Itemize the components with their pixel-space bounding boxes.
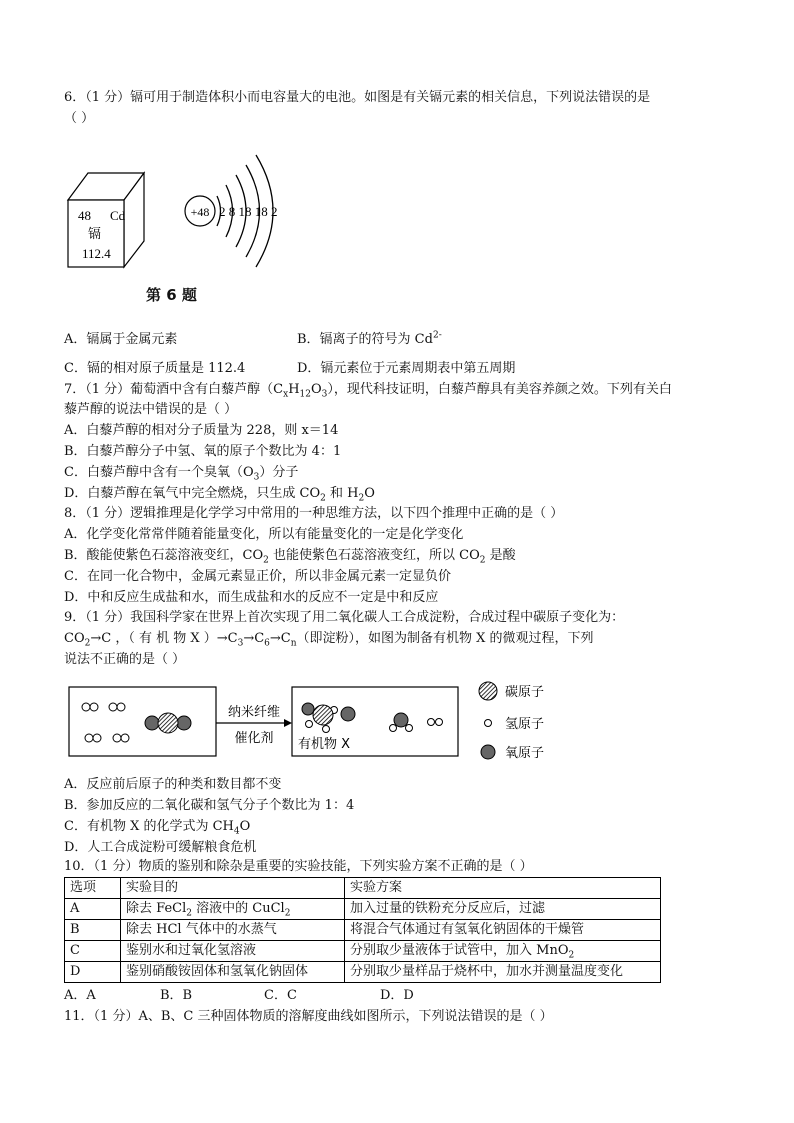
q10-choice-c: C．C (264, 988, 297, 1003)
q7-option-a: A．白藜芦醇的相对分子质量为 228，则 x＝14 (64, 423, 339, 438)
element-number: 48 (78, 208, 91, 223)
nucleus-charge: +48 (190, 205, 210, 219)
table-row: C 鉴别水和过氧化氢溶液 分别取少量液体于试管中，加入 MnO$_2$ (65, 941, 661, 962)
legend-carbon-swatch (479, 682, 497, 700)
legend-hydrogen-swatch (485, 720, 492, 727)
q7-option-b: B．白藜芦醇分子中氢、氧的原子个数比为 4：1 (64, 444, 342, 459)
q10-choice-b: B．B (160, 988, 193, 1003)
q7-option-d: D．白藜芦醇在氧气中完全燃烧，只生成 $CO_2$ 和 $H_2O$ (64, 486, 375, 504)
q10-choice-a: A．A (64, 988, 96, 1003)
q6-option-d: D．镉元素位于元素周期表中第五周期 (297, 361, 516, 376)
cadmium-figure (64, 145, 304, 305)
q6-option-c: C．镉的相对原子质量是 112.4 (64, 361, 246, 376)
q8-option-b: B．酸能使紫色石蕊溶液变红，$CO_2$ 也能使紫色石蕊溶液变红，所以 $CO_2$ 是酸 (64, 548, 516, 566)
table-header-row (65, 878, 661, 899)
header-option: 选项 (65, 878, 121, 899)
q10-choice-d: D．D (380, 988, 414, 1003)
q6-stem-line2: （ ） (64, 111, 95, 126)
table-row: D 鉴别硝酸铵固体和氢氧化钠固体 分别取少量样品于烧杯中，加水并测量温度变化 (65, 962, 661, 983)
element-symbol: Cd (110, 208, 126, 223)
q9-option-b: B．参加反应的二氧化碳和氢气分子个数比为 1：4 (64, 798, 355, 813)
q6-option-a: A．镉属于金属元素 (64, 332, 178, 347)
product-label: 有机物 X (298, 737, 351, 752)
element-name: 镉 (88, 227, 102, 242)
q9-option-a: A．反应前后原子的种类和数目都不变 (64, 777, 282, 792)
q8-stem: 8．（1 分）逻辑推理是化学学习中常用的一种思维方法，以下四个推理中正确的是（ ） (64, 506, 564, 521)
legend-carbon: 碳原子 (505, 685, 545, 700)
q8-option-a: A．化学变化常常伴随着能量变化，所以有能量变化的一定是化学变化 (64, 527, 464, 542)
q11-stem: 11．（1 分）A、B、C 三种固体物质的溶解度曲线如图所示，下列说法错误的是（ ） (64, 1009, 553, 1024)
q10-stem: 10．（1 分）物质的鉴别和除杂是重要的实验技能，下列实验方案不正确的是（ ） (64, 859, 533, 874)
q9-stem-line3: 说法不正确的是（ ） (64, 652, 186, 667)
legend-hydrogen: 氢原子 (505, 717, 545, 732)
legend-oxygen-swatch (481, 745, 495, 759)
q6-stem-line1: 6．（1 分）镉可用于制造体积小而电容量大的电池。如图是有关镉元素的相关信息，下列说法错误的是 (64, 90, 651, 105)
arrow-label-bottom: 催化剂 (234, 731, 274, 746)
electron-shells: 2 8 18 18 2 (219, 204, 278, 219)
reaction-diagram (64, 676, 564, 776)
q9-stem-line1: 9．（1 分）我国科学家在世界上首次实现了用二氧化碳人工合成淀粉，合成过程中碳原子变化为： (64, 610, 625, 625)
q6-figure-caption: 第 6 题 (146, 286, 197, 304)
q6-option-b: B．镉离子的符号为 $Cd^{2-}$ (297, 330, 442, 347)
q8-option-c: C．在同一化合物中，金属元素显正价，所以非金属元素一定显负价 (64, 569, 451, 584)
q9-stem-line2: $CO_2\to C$ ，（ 有 机 物 X ）$\to C_3\to C_6\to C_n$（即淀粉），如图为制备有机物 X 的微观过程，下列 (64, 631, 594, 649)
q8-option-d: D．中和反应生成盐和水，而生成盐和水的反应不一定是中和反应 (64, 590, 439, 605)
table-row: B 除去 HCl 气体中的水蒸气 将混合气体通过有氢氧化钠固体的干燥管 (65, 920, 661, 941)
element-mass: 112.4 (82, 246, 111, 261)
q7-option-c: C．白藜芦醇中含有一个臭氧$(O_3)$分子 (64, 465, 299, 483)
table-row: A 除去 FeCl$_2$ 溶液中的 CuCl$_2$ 加入过量的铁粉充分反应后，过滤 (65, 899, 661, 920)
q9-option-c: C．有机物 X 的化学式为 $CH_4O$ (64, 819, 251, 837)
arrow-label-top: 纳米纤维 (227, 705, 281, 720)
q9-option-d: D．人工合成淀粉可缓解粮食危机 (64, 840, 257, 855)
q10-table (64, 877, 661, 983)
header-goal: 实验目的 (121, 878, 345, 899)
q7-stem-line2: 藜芦醇的说法中错误的是（ ） (64, 402, 238, 417)
q7-stem-line1: 7．（1 分）葡萄酒中含有白藜芦醇$(C_xH_{12}O_3)$，现代科技证明，白藜芦醇具有美容养颜之效。下列有关白 (64, 382, 672, 400)
header-plan: 实验方案 (345, 878, 661, 899)
legend-oxygen: 氧原子 (505, 746, 545, 761)
